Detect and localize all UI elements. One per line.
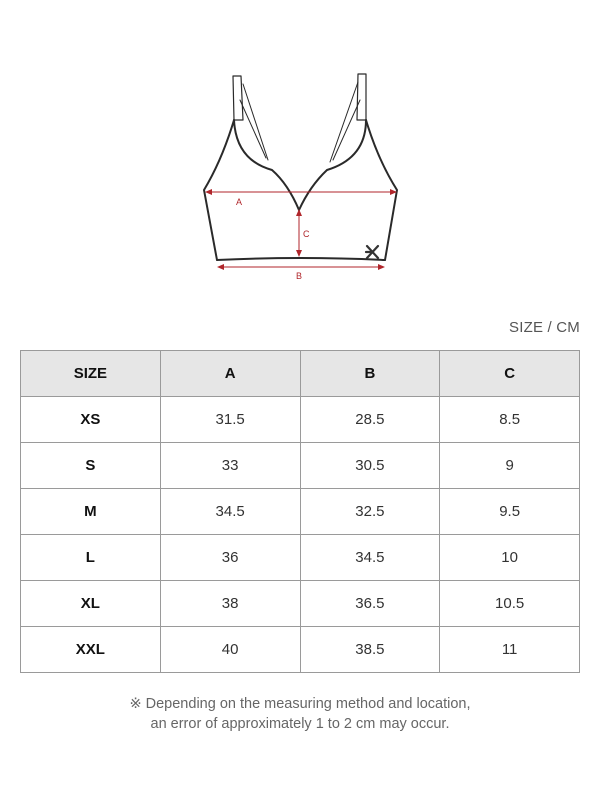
right-side — [366, 120, 397, 260]
table-header-row — [21, 351, 580, 397]
table-row — [21, 443, 580, 489]
note-line-1: ※ Depending on the measuring method and location, — [129, 696, 471, 712]
measure-b — [217, 264, 385, 270]
table-row — [21, 489, 580, 535]
cell-a: 38 — [160, 581, 300, 627]
cell-a: 34.5 — [160, 489, 300, 535]
right-strap — [357, 74, 366, 120]
cell-a: 36 — [160, 535, 300, 581]
cell-b: 38.5 — [300, 627, 440, 673]
cell-b: 36.5 — [300, 581, 440, 627]
cell-b: 32.5 — [300, 489, 440, 535]
label-b: B — [296, 271, 303, 281]
measure-c — [296, 209, 302, 257]
cell-c: 10.5 — [440, 581, 580, 627]
row-size: S — [21, 443, 161, 489]
row-size: M — [21, 489, 161, 535]
header-c: C — [440, 351, 580, 397]
label-c: C — [303, 229, 310, 239]
cell-c: 9 — [440, 443, 580, 489]
row-size: XXL — [21, 627, 161, 673]
header-a: A — [160, 351, 300, 397]
cell-b: 34.5 — [300, 535, 440, 581]
row-size: XL — [21, 581, 161, 627]
size-table — [20, 350, 580, 673]
unit-label: SIZE / CM — [509, 319, 580, 336]
logo-mark — [366, 246, 378, 258]
cell-a: 31.5 — [160, 397, 300, 443]
cell-c: 9.5 — [440, 489, 580, 535]
row-size: L — [21, 535, 161, 581]
cell-c: 8.5 — [440, 397, 580, 443]
right-cup — [299, 120, 366, 210]
row-size: XS — [21, 397, 161, 443]
table-row — [21, 627, 580, 673]
measure-a — [205, 189, 397, 195]
left-side — [204, 120, 234, 260]
cell-a: 33 — [160, 443, 300, 489]
table-row — [21, 581, 580, 627]
left-strap — [233, 76, 243, 120]
measurement-note — [0, 694, 600, 734]
table-row — [21, 535, 580, 581]
cell-c: 10 — [440, 535, 580, 581]
cell-a: 40 — [160, 627, 300, 673]
label-a: A — [236, 197, 243, 207]
header-b: B — [300, 351, 440, 397]
bra-outline — [204, 74, 397, 260]
cell-c: 11 — [440, 627, 580, 673]
left-cup — [234, 120, 299, 210]
bottom-band — [217, 258, 385, 260]
cell-b: 28.5 — [300, 397, 440, 443]
header-size: SIZE — [21, 351, 161, 397]
cell-b: 30.5 — [300, 443, 440, 489]
table-row — [21, 397, 580, 443]
garment-diagram — [0, 0, 600, 300]
note-line-2: an error of approximately 1 to 2 cm may occur. — [150, 716, 450, 732]
